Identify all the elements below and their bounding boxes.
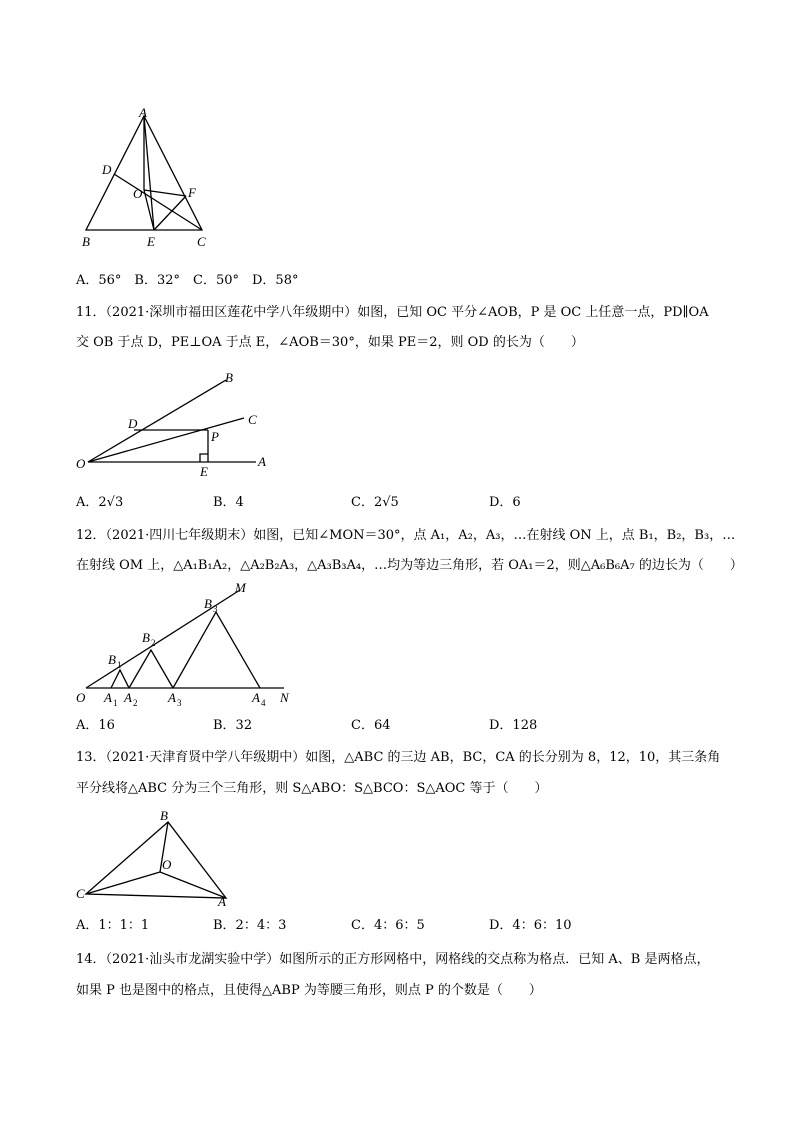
q12-text-line2: 在射线 OM 上，△A₁B₁A₂，△A₂B₂A₃，△A₃B₃A₄，…均为等边三角形，若 OA₁＝2，则△A₆B₆A₇ 的边长为（ ） xyxy=(76,558,743,573)
figure-q13-triangle xyxy=(74,806,244,911)
label-B3: B xyxy=(204,596,212,611)
label-O: O xyxy=(162,857,172,872)
label-D: D xyxy=(102,162,112,177)
q12-option-d: D．128 xyxy=(489,718,538,733)
label-F: F xyxy=(188,185,196,200)
q14-text-line2: 如果 P 也是图中的格点，且使得△ABP 为等腰三角形，则点 P 的个数是（ ） xyxy=(76,983,542,998)
q12-option-a: A．16 xyxy=(76,718,115,733)
label-E: E xyxy=(147,234,155,249)
label-A4-index: 4 xyxy=(261,698,266,708)
q13-option-a: A．1：1：1 xyxy=(76,918,150,933)
label-B2-index: 2 xyxy=(151,638,156,648)
q11-text-line1: 11．（2021·深圳市福田区莲花中学八年级期中）如图，已知 OC 平分∠AOB，P 是 OC 上任意一点，PD∥OA xyxy=(76,305,709,320)
q13-option-b: B．2：4：3 xyxy=(213,918,287,933)
label-A: A xyxy=(218,894,226,909)
label-A2-index: 2 xyxy=(133,698,138,708)
label-A1: A xyxy=(104,690,112,705)
q12-text-line1: 12．（2021·四川七年级期末）如图，已知∠MON＝30°，点 A₁，A₂，A₃，…在射线 ON 上，点 B₁，B₂，B₃，… xyxy=(76,528,736,543)
answers-q10: A．56° B．32° C．50° D．58° xyxy=(76,273,299,288)
label-C: C xyxy=(76,886,85,901)
label-M: M xyxy=(235,580,246,595)
q13-text-line1: 13．（2021·天津育贤中学八年级期中）如图，△ABC 的三边 AB，BC，CA 的长分别为 8，12，10，其三条角 xyxy=(76,750,721,765)
q11-option-d: D．6 xyxy=(489,495,521,510)
figure-q10-triangle xyxy=(76,104,216,254)
label-D: D xyxy=(128,416,138,431)
label-B: B xyxy=(82,234,90,249)
q12-option-b: B．32 xyxy=(213,718,253,733)
label-B1-index: 1 xyxy=(117,660,122,670)
label-A: A xyxy=(139,105,147,120)
q13-text-line2: 平分线将△ABC 分为三个三角形，则 S△ABO：S△BCO：S△AOC 等于（ ） xyxy=(76,781,548,796)
q13-option-d: D．4：6：10 xyxy=(489,918,572,933)
label-A3-index: 3 xyxy=(177,698,182,708)
label-A4: A xyxy=(252,690,260,705)
q14-text-line1: 14．（2021·汕头市龙湖实验中学）如图所示的正方形网格中，网格线的交点称为格点．已知 A、B 是两格点， xyxy=(76,952,710,967)
label-O: O xyxy=(76,456,86,471)
q12-option-c: C．64 xyxy=(351,718,391,733)
label-O: O xyxy=(76,690,86,705)
label-B2: B xyxy=(142,630,150,645)
label-O: O xyxy=(133,186,143,201)
label-E: E xyxy=(200,464,208,479)
label-N: N xyxy=(280,690,289,705)
label-B: B xyxy=(225,370,233,385)
q11-option-c: C．2√5 xyxy=(351,495,399,510)
label-C: C xyxy=(248,412,257,427)
q11-option-a: A．2√3 xyxy=(76,495,124,510)
q13-option-c: C．4：6：5 xyxy=(351,918,425,933)
label-A: A xyxy=(258,454,266,469)
label-P: P xyxy=(211,429,219,444)
figure-q11-angle xyxy=(76,368,276,483)
label-C: C xyxy=(197,234,206,249)
label-B3-index: 3 xyxy=(213,604,218,614)
q11-text-line2: 交 OB 于点 D，PE⊥OA 于点 E，∠AOB＝30°，如果 PE＝2，则 OD 的长为（ ） xyxy=(76,335,584,350)
label-A1-index: 1 xyxy=(113,698,118,708)
figure-q12-equilateral-triangles xyxy=(76,580,306,710)
q11-option-b: B．4 xyxy=(213,495,244,510)
label-B: B xyxy=(160,808,168,823)
label-A2: A xyxy=(124,690,132,705)
label-A3: A xyxy=(168,690,176,705)
label-B1: B xyxy=(108,652,116,667)
